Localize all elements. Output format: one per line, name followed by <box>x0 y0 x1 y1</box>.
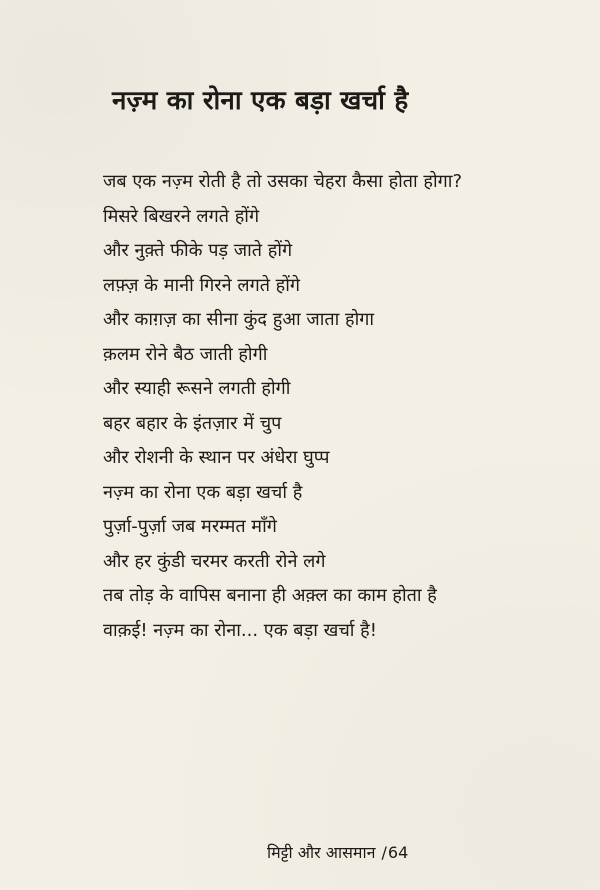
book-title: मिट्टी और आसमान <box>267 843 376 862</box>
poem-line: बहर बहार के इंतज़ार में चुप <box>103 412 282 434</box>
poem-body <box>103 165 593 648</box>
poem-line: और रोशनी के स्थान पर अंधेरा घुप्प <box>103 447 330 468</box>
poem-line: क़लम रोने बैठ जाती होगी <box>103 343 268 365</box>
poem-line: और हर कुंडी चरमर करती रोने लगे <box>103 550 326 572</box>
poem-line: नज़्म का रोना एक बड़ा खर्चा है <box>103 481 303 503</box>
poem-line: और काग़ज़ का सीना कुंद हुआ जाता होगा <box>103 309 375 330</box>
poem-line: और नुक़्ते फीके पड़ जाते होंगे <box>103 240 293 261</box>
poem-line: और स्याही रूसने लगती होगी <box>103 378 291 399</box>
page-number: 64 <box>387 843 409 862</box>
poem-line: मिसरे बिखरने लगते होंगे <box>103 205 260 227</box>
page-footer <box>267 842 408 864</box>
poem-title: नज़्म का रोना एक बड़ा खर्चा है <box>112 86 409 116</box>
poem-line: तब तोड़ के वापिस बनाना ही अक़्ल का काम होता है <box>103 585 437 606</box>
poem-line: वाक़ई! नज़्म का रोना... एक बड़ा खर्चा है! <box>103 619 377 641</box>
poem-line: लफ़्ज़ के मानी गिरने लगते होंगे <box>103 274 301 296</box>
poem-line: जब एक नज़्म रोती है तो उसका चेहरा कैसा होता होगा? <box>103 171 462 192</box>
page-separator: / <box>381 843 387 862</box>
poem-line: पुर्ज़ा-पुर्ज़ा जब मरम्मत माँगे <box>103 516 277 537</box>
